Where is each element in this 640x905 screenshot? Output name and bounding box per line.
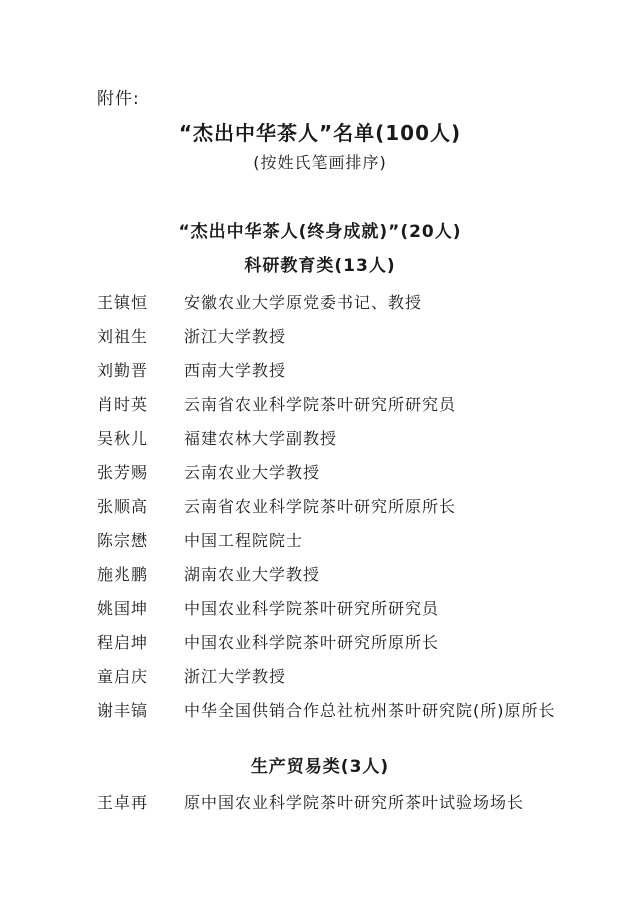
person-title: 安徽农业大学原党委书记、教授 (184, 293, 423, 312)
person-title: 中国农业科学院茶叶研究所研究员 (184, 599, 440, 618)
person-name: 刘祖生 (97, 327, 149, 346)
list-item (97, 456, 557, 490)
list-item (97, 388, 557, 422)
person-name: 谢丰镐 (97, 701, 149, 720)
list-item (97, 320, 557, 354)
list-item (97, 354, 557, 388)
list-item (97, 786, 557, 820)
person-title: 福建农林大学副教授 (184, 429, 338, 448)
person-title: 原中国农业科学院茶叶研究所茶叶试验场场长 (184, 793, 525, 812)
person-name: 吴秋儿 (97, 429, 149, 448)
person-name: 肖时英 (97, 395, 149, 414)
category-heading-production-trade: 生产贸易类(3人) (250, 757, 390, 777)
person-name: 童启庆 (97, 667, 149, 686)
person-title: 中华全国供销合作总社杭州茶叶研究院(所)原所长 (184, 701, 556, 720)
person-name: 程启坤 (97, 633, 149, 652)
person-name: 张芳赐 (97, 463, 149, 482)
list-item (97, 694, 557, 728)
person-title: 云南省农业科学院茶叶研究所研究员 (184, 395, 457, 414)
list-item (97, 558, 557, 592)
person-list-research-education (97, 286, 557, 728)
list-item (97, 490, 557, 524)
person-name: 姚国坤 (97, 599, 149, 618)
person-name: 张顺高 (97, 497, 149, 516)
list-item (97, 592, 557, 626)
section-title: “杰出中华茶人(终身成就)”(20人) (178, 222, 462, 242)
person-title: 云南省农业科学院茶叶研究所原所长 (184, 497, 457, 516)
person-name: 刘勤晋 (97, 361, 149, 380)
list-item (97, 524, 557, 558)
list-item (97, 286, 557, 320)
list-item (97, 626, 557, 660)
person-title: 西南大学教授 (184, 361, 287, 380)
person-name: 施兆鹏 (97, 565, 149, 584)
person-title: 中国工程院院士 (184, 531, 304, 550)
person-name: 王卓再 (97, 793, 149, 812)
document-subtitle: (按姓氏笔画排序) (253, 153, 387, 172)
category-heading-research-education: 科研教育类(13人) (244, 256, 396, 276)
person-title: 中国农业科学院茶叶研究所原所长 (184, 633, 440, 652)
person-title: 浙江大学教授 (184, 327, 287, 346)
list-item (97, 422, 557, 456)
document-title: “杰出中华茶人”名单(100人) (178, 121, 462, 145)
person-title: 湖南农业大学教授 (184, 565, 321, 584)
person-title: 云南农业大学教授 (184, 463, 321, 482)
attachment-label: 附件: (97, 89, 140, 109)
person-name: 王镇恒 (97, 293, 149, 312)
person-name: 陈宗懋 (97, 531, 149, 550)
person-title: 浙江大学教授 (184, 667, 287, 686)
person-list-production-trade (97, 786, 557, 820)
list-item (97, 660, 557, 694)
